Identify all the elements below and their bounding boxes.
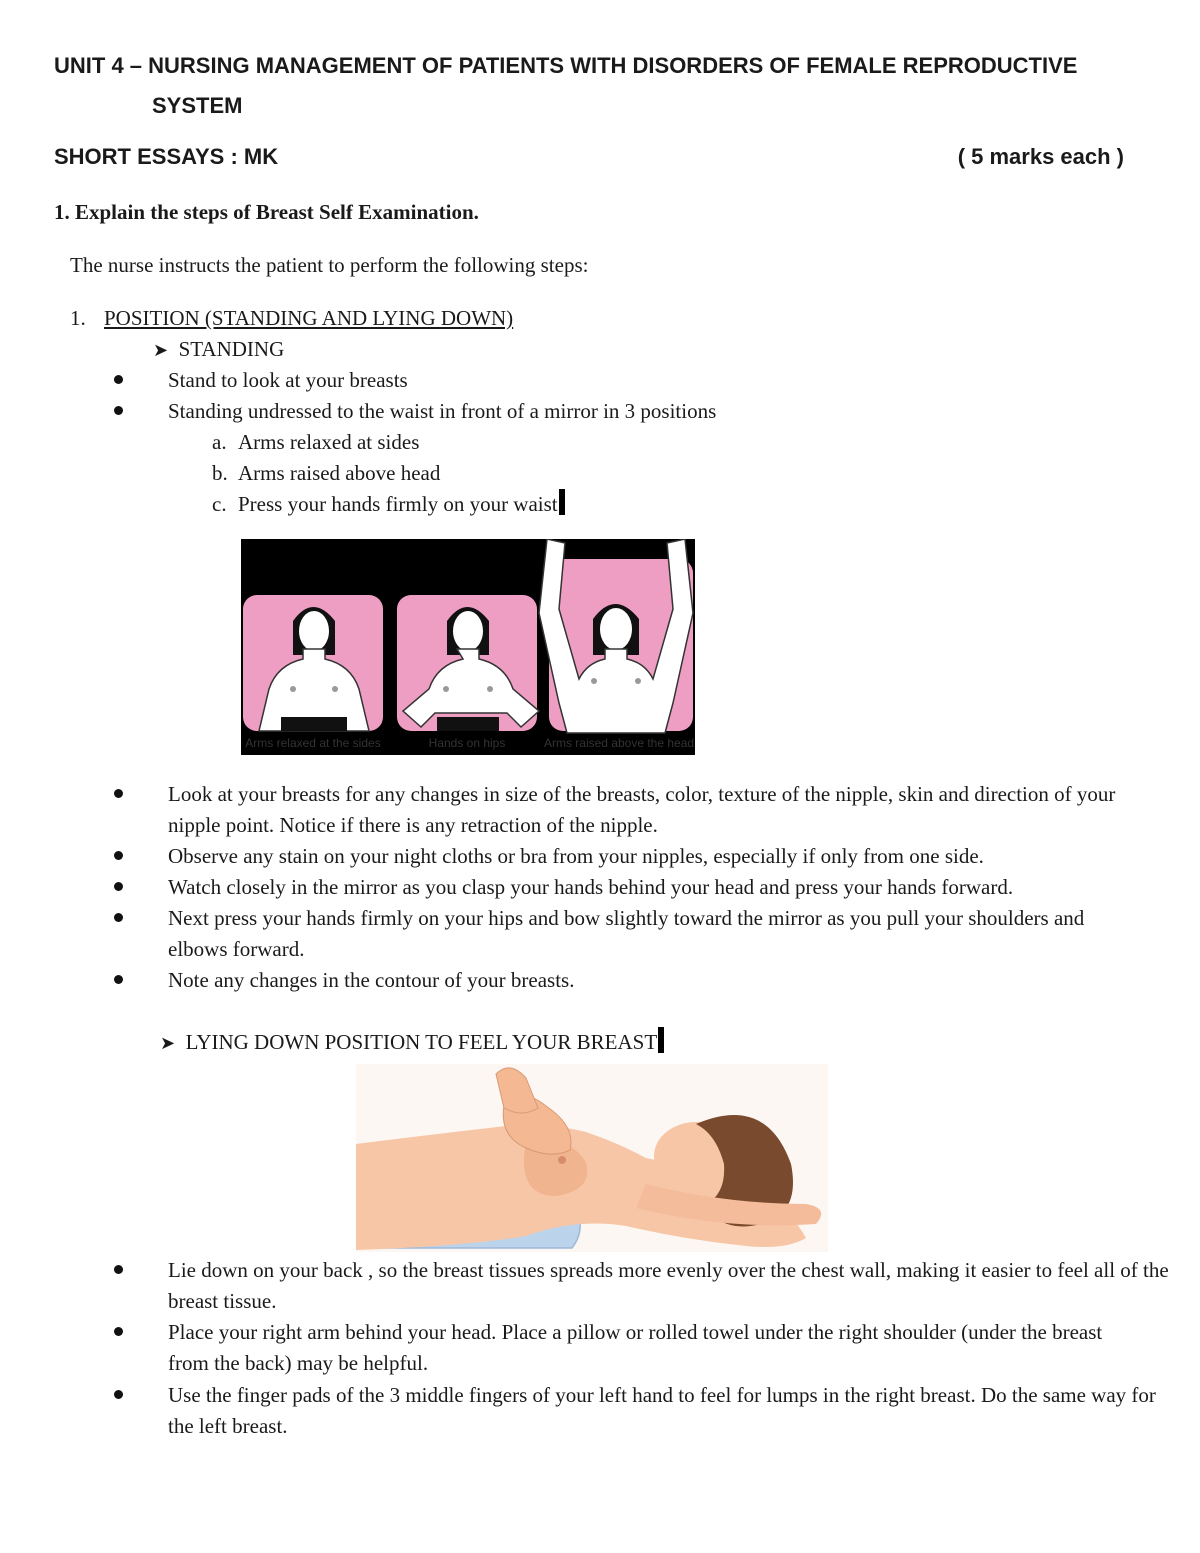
bullet-icon — [114, 1390, 123, 1399]
position-item — [238, 489, 565, 520]
list-item: Standing undressed to the waist in front of a mirror in 3 positions — [168, 399, 717, 423]
bullet-icon — [114, 789, 123, 798]
standing-positions-figure — [241, 539, 695, 755]
bullet-icon — [114, 1265, 123, 1274]
position-text: Arms relaxed at sides — [238, 430, 420, 454]
figure-caption: Arms relaxed at the sides — [245, 736, 381, 750]
section-label: SHORT ESSAYS : MK — [54, 144, 279, 169]
question-title: 1. Explain the steps of Breast Self Examination. — [54, 200, 479, 224]
section-header — [54, 144, 1124, 170]
position-marker: b. — [212, 461, 228, 485]
bullet-icon — [114, 375, 123, 384]
list-item: Lie down on your back , so the breast tissues spreads more evenly over the chest wall, making it easier to feel all of the breast tissue. — [168, 1258, 1169, 1313]
bullet-icon — [114, 913, 123, 922]
text-cursor — [559, 489, 565, 515]
list-item: Place your right arm behind your head. Place a pillow or rolled towel under the right shoulder (under the breast from the back) may be helpful. — [168, 1320, 1103, 1375]
standing-label: STANDING — [178, 337, 285, 361]
text-cursor — [658, 1027, 664, 1053]
marks-label: ( 5 marks each ) — [957, 144, 1124, 169]
list-item: Watch closely in the mirror as you clasp your hands behind your head and press your hands forward. — [168, 875, 1014, 899]
position-marker: a. — [212, 430, 227, 454]
list-item: Next press your hands firmly on your hips and bow slightly toward the mirror as you pull your shoulders and elbows forward. — [168, 906, 1085, 961]
lying-down-figure — [356, 1064, 828, 1252]
list-item: Use the finger pads of the 3 middle fingers of your left hand to feel for lumps in the right breast. Do the same way for the left breast. — [168, 1383, 1156, 1438]
list-item: Stand to look at your breasts — [168, 368, 408, 392]
lying-label: LYING DOWN POSITION TO FEEL YOUR BREAST — [185, 1030, 658, 1054]
list-item: Note any changes in the contour of your breasts. — [168, 968, 575, 992]
step-title: POSITION (STANDING AND LYING DOWN) — [104, 306, 514, 330]
arrow-bullet-icon: ➤ — [160, 1033, 176, 1053]
step-number: 1. — [70, 306, 86, 330]
bullet-icon — [114, 406, 123, 415]
figure-caption: Arms raised above the head — [543, 736, 695, 750]
figure-caption: Hands on hips — [428, 736, 506, 750]
unit-title — [54, 46, 1154, 126]
lying-heading — [160, 1027, 664, 1059]
list-item: Observe any stain on your night cloths or bra from your nipples, especially if only from one side. — [168, 844, 984, 868]
unit-title-line2: SYSTEM — [152, 93, 243, 118]
intro-text: The nurse instructs the patient to perform the following steps: — [70, 253, 589, 277]
unit-title-line1: UNIT 4 – NURSING MANAGEMENT OF PATIENTS WITH DISORDERS OF FEMALE REPRODUCTIVE — [54, 53, 1078, 78]
bullet-icon — [114, 975, 123, 984]
position-text: Arms raised above head — [238, 461, 441, 485]
bullet-icon — [114, 1327, 123, 1336]
bullet-icon — [114, 882, 123, 891]
list-item: Look at your breasts for any changes in size of the breasts, color, texture of the nipple, skin and direction of your nipple point. Notice if there is any retraction of the nipple. — [168, 782, 1116, 837]
position-marker: c. — [212, 492, 227, 516]
arrow-bullet-icon: ➤ — [153, 340, 169, 360]
bullet-icon — [114, 851, 123, 860]
position-text: Press your hands firmly on your waist — [238, 492, 558, 516]
standing-heading — [153, 334, 284, 366]
